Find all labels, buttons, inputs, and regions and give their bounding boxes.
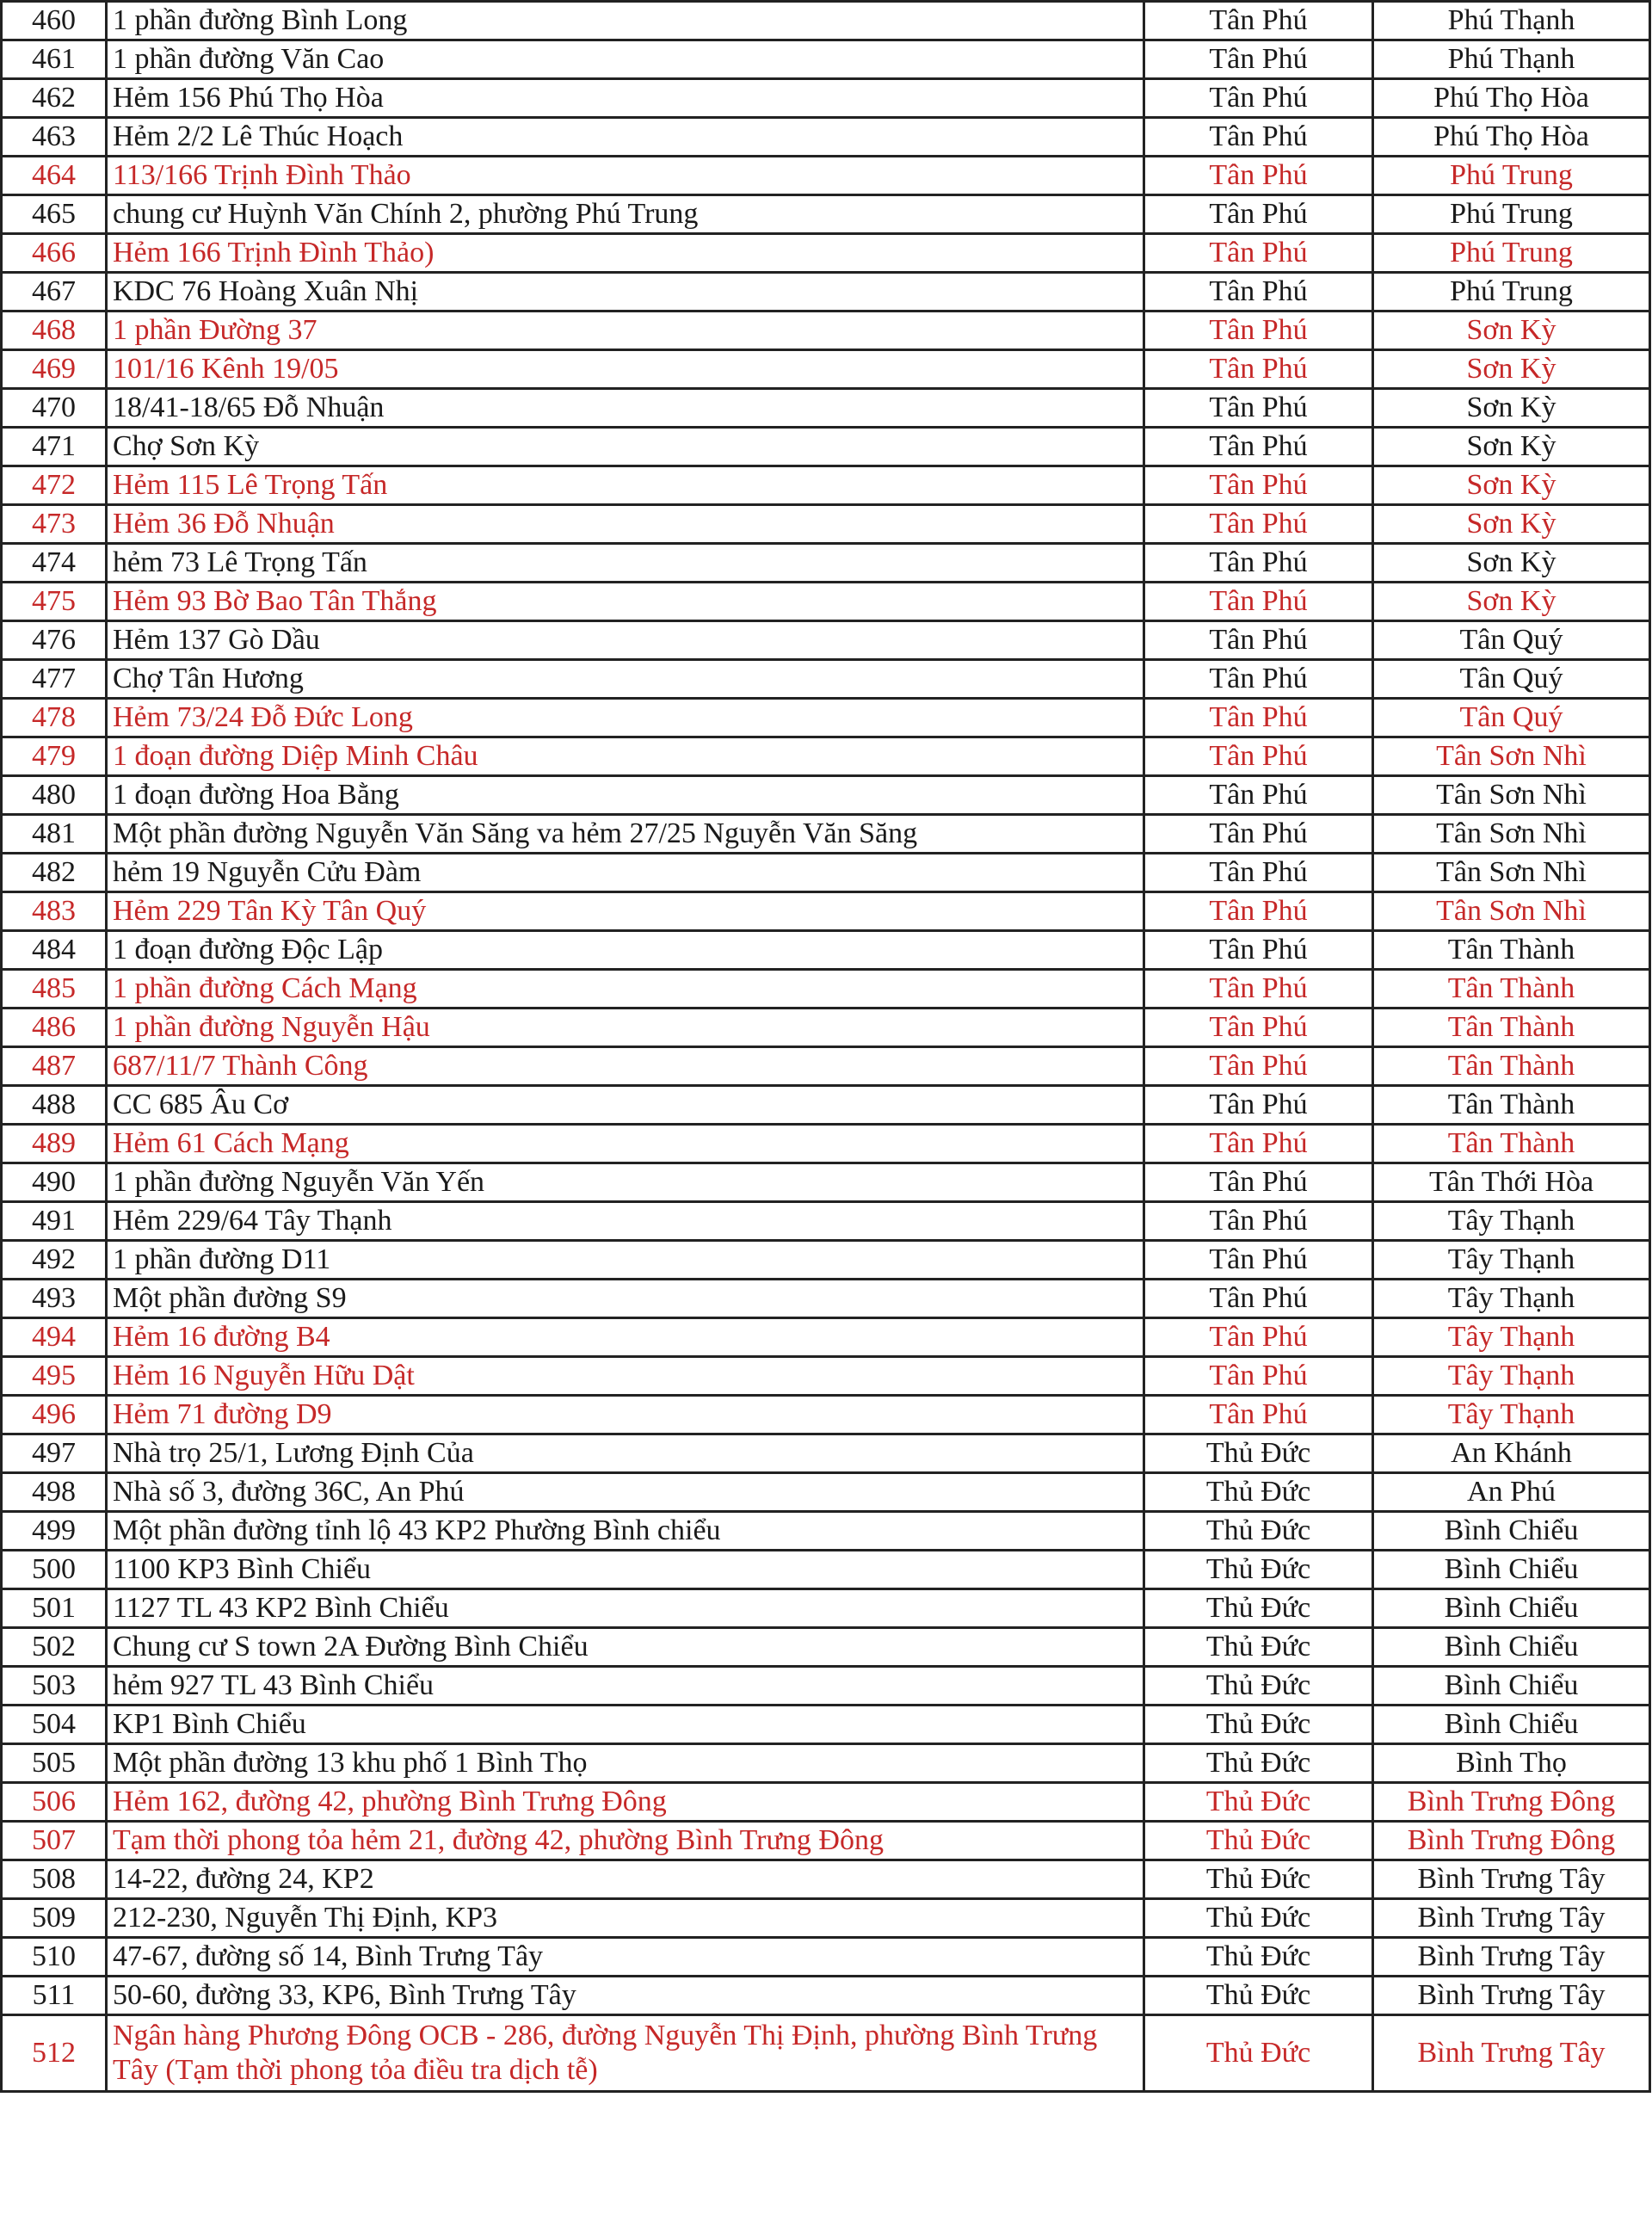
district-cell: Thủ Đức xyxy=(1144,1473,1373,1512)
district-cell: Tân Phú xyxy=(1144,1125,1373,1163)
district-cell: Tân Phú xyxy=(1144,699,1373,737)
district-cell: Tân Phú xyxy=(1144,40,1373,79)
location-cell: 47-67, đường số 14, Bình Trưng Tây xyxy=(107,1938,1144,1977)
location-cell: 1 phần đường Bình Long xyxy=(107,2,1144,40)
ward-cell: Bình Trưng Tây xyxy=(1373,1899,1650,1938)
location-cell: 18/41-18/65 Đỗ Nhuận xyxy=(107,389,1144,428)
ward-cell: Tân Thành xyxy=(1373,1125,1650,1163)
row-number-cell: 474 xyxy=(2,544,107,583)
ward-cell: Bình Trưng Đông xyxy=(1373,1783,1650,1822)
district-cell: Tân Phú xyxy=(1144,1163,1373,1202)
table-row xyxy=(2,737,1650,776)
district-cell: Tân Phú xyxy=(1144,970,1373,1009)
ward-cell: Phú Thạnh xyxy=(1373,40,1650,79)
location-cell: 14-22, đường 24, KP2 xyxy=(107,1860,1144,1899)
location-cell: chung cư Huỳnh Văn Chính 2, phường Phú Trung xyxy=(107,195,1144,234)
table-row xyxy=(2,118,1650,157)
row-number-cell: 461 xyxy=(2,40,107,79)
table-row xyxy=(2,1783,1650,1822)
row-number-cell: 490 xyxy=(2,1163,107,1202)
ward-cell: Bình Chiểu xyxy=(1373,1628,1650,1667)
table-row xyxy=(2,544,1650,583)
row-number-cell: 464 xyxy=(2,157,107,195)
row-number-cell: 463 xyxy=(2,118,107,157)
location-cell: 1100 KP3 Bình Chiểu xyxy=(107,1551,1144,1589)
row-number-cell: 482 xyxy=(2,854,107,892)
district-cell: Tân Phú xyxy=(1144,544,1373,583)
district-cell: Tân Phú xyxy=(1144,1047,1373,1086)
table-row xyxy=(2,157,1650,195)
ward-cell: Tân Thành xyxy=(1373,1047,1650,1086)
ward-cell: Phú Trung xyxy=(1373,157,1650,195)
location-cell: Hẻm 93 Bờ Bao Tân Thắng xyxy=(107,583,1144,621)
ward-cell: Bình Trưng Đông xyxy=(1373,1822,1650,1860)
table-row xyxy=(2,1899,1650,1938)
district-cell: Thủ Đức xyxy=(1144,1977,1373,2015)
location-cell: Một phần đường 13 khu phố 1 Bình Thọ xyxy=(107,1744,1144,1783)
district-cell: Tân Phú xyxy=(1144,854,1373,892)
district-cell: Tân Phú xyxy=(1144,1086,1373,1125)
district-cell: Tân Phú xyxy=(1144,505,1373,544)
table-row xyxy=(2,854,1650,892)
table-row xyxy=(2,776,1650,815)
district-cell: Tân Phú xyxy=(1144,1318,1373,1357)
table-row xyxy=(2,466,1650,505)
row-number-cell: 488 xyxy=(2,1086,107,1125)
location-cell: Hẻm 156 Phú Thọ Hòa xyxy=(107,79,1144,118)
row-number-cell: 491 xyxy=(2,1202,107,1241)
district-cell: Tân Phú xyxy=(1144,621,1373,660)
table-row xyxy=(2,1628,1650,1667)
ward-cell: Sơn Kỳ xyxy=(1373,312,1650,350)
row-number-cell: 508 xyxy=(2,1860,107,1899)
table-row xyxy=(2,1163,1650,1202)
table-row xyxy=(2,40,1650,79)
table-row xyxy=(2,234,1650,273)
district-cell: Tân Phú xyxy=(1144,273,1373,312)
table-row xyxy=(2,892,1650,931)
row-number-cell: 470 xyxy=(2,389,107,428)
district-cell: Tân Phú xyxy=(1144,1202,1373,1241)
row-number-cell: 481 xyxy=(2,815,107,854)
row-number-cell: 499 xyxy=(2,1512,107,1551)
row-number-cell: 512 xyxy=(2,2015,107,2092)
district-cell: Tân Phú xyxy=(1144,428,1373,466)
location-cell: Hẻm 16 đường B4 xyxy=(107,1318,1144,1357)
ward-cell: Sơn Kỳ xyxy=(1373,389,1650,428)
ward-cell: Tân Sơn Nhì xyxy=(1373,815,1650,854)
row-number-cell: 500 xyxy=(2,1551,107,1589)
ward-cell: An Khánh xyxy=(1373,1434,1650,1473)
location-cell: 1 phần đường D11 xyxy=(107,1241,1144,1280)
row-number-cell: 471 xyxy=(2,428,107,466)
location-cell: Hẻm 71 đường D9 xyxy=(107,1396,1144,1434)
location-cell: Nhà trọ 25/1, Lương Định Của xyxy=(107,1434,1144,1473)
location-cell: hẻm 927 TL 43 Bình Chiểu xyxy=(107,1667,1144,1706)
location-cell: Hẻm 36 Đỗ Nhuận xyxy=(107,505,1144,544)
location-cell: Hẻm 229 Tân Kỳ Tân Quý xyxy=(107,892,1144,931)
row-number-cell: 502 xyxy=(2,1628,107,1667)
ward-cell: Tây Thạnh xyxy=(1373,1357,1650,1396)
table-row xyxy=(2,931,1650,970)
row-number-cell: 495 xyxy=(2,1357,107,1396)
ward-cell: Tân Quý xyxy=(1373,699,1650,737)
row-number-cell: 497 xyxy=(2,1434,107,1473)
ward-cell: Bình Trưng Tây xyxy=(1373,2015,1650,2092)
location-cell: hẻm 19 Nguyễn Cửu Đàm xyxy=(107,854,1144,892)
district-cell: Thủ Đức xyxy=(1144,1783,1373,1822)
district-cell: Thủ Đức xyxy=(1144,1744,1373,1783)
ward-cell: Phú Thọ Hòa xyxy=(1373,79,1650,118)
ward-cell: Tân Quý xyxy=(1373,660,1650,699)
location-cell: 1127 TL 43 KP2 Bình Chiểu xyxy=(107,1589,1144,1628)
location-cell: Nhà số 3, đường 36C, An Phú xyxy=(107,1473,1144,1512)
ward-cell: Phú Trung xyxy=(1373,234,1650,273)
table-body xyxy=(2,2,1650,2092)
table-row xyxy=(2,1047,1650,1086)
row-number-cell: 506 xyxy=(2,1783,107,1822)
district-cell: Thủ Đức xyxy=(1144,1589,1373,1628)
ward-cell: Phú Thạnh xyxy=(1373,2,1650,40)
district-cell: Tân Phú xyxy=(1144,1396,1373,1434)
district-cell: Tân Phú xyxy=(1144,195,1373,234)
table-row xyxy=(2,273,1650,312)
location-cell: Hẻm 61 Cách Mạng xyxy=(107,1125,1144,1163)
district-cell: Tân Phú xyxy=(1144,157,1373,195)
row-number-cell: 487 xyxy=(2,1047,107,1086)
location-cell: Hẻm 16 Nguyễn Hữu Dật xyxy=(107,1357,1144,1396)
location-cell: Hẻm 73/24 Đỗ Đức Long xyxy=(107,699,1144,737)
row-number-cell: 484 xyxy=(2,931,107,970)
table-row xyxy=(2,1396,1650,1434)
ward-cell: Tây Thạnh xyxy=(1373,1202,1650,1241)
ward-cell: Bình Chiểu xyxy=(1373,1512,1650,1551)
table-row xyxy=(2,1473,1650,1512)
location-cell: 212-230, Nguyễn Thị Định, KP3 xyxy=(107,1899,1144,1938)
location-cell: 687/11/7 Thành Công xyxy=(107,1047,1144,1086)
location-cell: KDC 76 Hoàng Xuân Nhị xyxy=(107,273,1144,312)
row-number-cell: 496 xyxy=(2,1396,107,1434)
ward-cell: Bình Trưng Tây xyxy=(1373,1938,1650,1977)
table-row xyxy=(2,1706,1650,1744)
location-cell: Hẻm 166 Trịnh Đình Thảo) xyxy=(107,234,1144,273)
row-number-cell: 485 xyxy=(2,970,107,1009)
row-number-cell: 476 xyxy=(2,621,107,660)
row-number-cell: 501 xyxy=(2,1589,107,1628)
row-number-cell: 503 xyxy=(2,1667,107,1706)
table-row xyxy=(2,660,1650,699)
row-number-cell: 504 xyxy=(2,1706,107,1744)
row-number-cell: 479 xyxy=(2,737,107,776)
ward-cell: Sơn Kỳ xyxy=(1373,583,1650,621)
ward-cell: Bình Chiểu xyxy=(1373,1706,1650,1744)
location-cell: 1 phần đường Văn Cao xyxy=(107,40,1144,79)
row-number-cell: 493 xyxy=(2,1280,107,1318)
location-cell: Hẻm 137 Gò Dầu xyxy=(107,621,1144,660)
row-number-cell: 492 xyxy=(2,1241,107,1280)
location-cell: 1 đoạn đường Độc Lập xyxy=(107,931,1144,970)
table-row xyxy=(2,1357,1650,1396)
table-row xyxy=(2,1938,1650,1977)
ward-cell: Tân Thành xyxy=(1373,1009,1650,1047)
table-row xyxy=(2,2015,1650,2092)
location-cell: KP1 Bình Chiểu xyxy=(107,1706,1144,1744)
table-row xyxy=(2,428,1650,466)
table-row xyxy=(2,699,1650,737)
table-row xyxy=(2,1434,1650,1473)
district-cell: Thủ Đức xyxy=(1144,1628,1373,1667)
location-cell: 101/16 Kênh 19/05 xyxy=(107,350,1144,389)
district-cell: Tân Phú xyxy=(1144,389,1373,428)
table-row xyxy=(2,1318,1650,1357)
row-number-cell: 510 xyxy=(2,1938,107,1977)
ward-cell: Tân Thới Hòa xyxy=(1373,1163,1650,1202)
district-cell: Tân Phú xyxy=(1144,118,1373,157)
row-number-cell: 477 xyxy=(2,660,107,699)
row-number-cell: 469 xyxy=(2,350,107,389)
location-cell: Một phần đường S9 xyxy=(107,1280,1144,1318)
row-number-cell: 505 xyxy=(2,1744,107,1783)
ward-cell: Tân Thành xyxy=(1373,970,1650,1009)
table-row xyxy=(2,1009,1650,1047)
district-cell: Thủ Đức xyxy=(1144,1551,1373,1589)
ward-cell: Phú Trung xyxy=(1373,273,1650,312)
ward-cell: Tân Quý xyxy=(1373,621,1650,660)
ward-cell: Bình Chiểu xyxy=(1373,1551,1650,1589)
location-cell: Hẻm 2/2 Lê Thúc Hoạch xyxy=(107,118,1144,157)
table-row xyxy=(2,1744,1650,1783)
table-row xyxy=(2,1125,1650,1163)
location-cell: Hẻm 115 Lê Trọng Tấn xyxy=(107,466,1144,505)
location-cell: Một phần đường Nguyễn Văn Săng va hẻm 27/25 Nguyễn Văn Săng xyxy=(107,815,1144,854)
table-row xyxy=(2,195,1650,234)
ward-cell: Sơn Kỳ xyxy=(1373,544,1650,583)
ward-cell: Bình Thọ xyxy=(1373,1744,1650,1783)
district-cell: Tân Phú xyxy=(1144,79,1373,118)
row-number-cell: 462 xyxy=(2,79,107,118)
district-cell: Tân Phú xyxy=(1144,1357,1373,1396)
row-number-cell: 480 xyxy=(2,776,107,815)
ward-cell: Bình Chiểu xyxy=(1373,1589,1650,1628)
ward-cell: Tây Thạnh xyxy=(1373,1241,1650,1280)
ward-cell: Tân Sơn Nhì xyxy=(1373,776,1650,815)
district-cell: Tân Phú xyxy=(1144,466,1373,505)
district-cell: Tân Phú xyxy=(1144,583,1373,621)
table-row xyxy=(2,1202,1650,1241)
row-number-cell: 511 xyxy=(2,1977,107,2015)
row-number-cell: 460 xyxy=(2,2,107,40)
ward-cell: Phú Trung xyxy=(1373,195,1650,234)
location-cell: 113/166 Trịnh Đình Thảo xyxy=(107,157,1144,195)
district-cell: Tân Phú xyxy=(1144,1241,1373,1280)
district-cell: Thủ Đức xyxy=(1144,1860,1373,1899)
ward-cell: Bình Chiểu xyxy=(1373,1667,1650,1706)
table-row xyxy=(2,970,1650,1009)
district-cell: Tân Phú xyxy=(1144,660,1373,699)
row-number-cell: 472 xyxy=(2,466,107,505)
location-cell: Hẻm 162, đường 42, phường Bình Trưng Đông xyxy=(107,1783,1144,1822)
table-row xyxy=(2,1860,1650,1899)
row-number-cell: 507 xyxy=(2,1822,107,1860)
location-cell: 1 phần đường Nguyễn Văn Yến xyxy=(107,1163,1144,1202)
table-row xyxy=(2,621,1650,660)
table-row xyxy=(2,312,1650,350)
district-cell: Thủ Đức xyxy=(1144,1822,1373,1860)
row-number-cell: 494 xyxy=(2,1318,107,1357)
location-cell: 1 phần Đường 37 xyxy=(107,312,1144,350)
ward-cell: Sơn Kỳ xyxy=(1373,428,1650,466)
row-number-cell: 468 xyxy=(2,312,107,350)
ward-cell: Sơn Kỳ xyxy=(1373,505,1650,544)
table-row xyxy=(2,1086,1650,1125)
row-number-cell: 509 xyxy=(2,1899,107,1938)
table-row xyxy=(2,1822,1650,1860)
district-cell: Tân Phú xyxy=(1144,1280,1373,1318)
district-cell: Tân Phú xyxy=(1144,234,1373,273)
district-cell: Tân Phú xyxy=(1144,2,1373,40)
district-cell: Tân Phú xyxy=(1144,312,1373,350)
location-cell: 50-60, đường 33, KP6, Bình Trưng Tây xyxy=(107,1977,1144,2015)
row-number-cell: 486 xyxy=(2,1009,107,1047)
table-row xyxy=(2,1241,1650,1280)
ward-cell: Phú Thọ Hòa xyxy=(1373,118,1650,157)
table-row xyxy=(2,1667,1650,1706)
district-cell: Thủ Đức xyxy=(1144,1706,1373,1744)
district-cell: Thủ Đức xyxy=(1144,2015,1373,2092)
location-cell: Một phần đường tỉnh lộ 43 KP2 Phường Bình chiểu xyxy=(107,1512,1144,1551)
district-cell: Tân Phú xyxy=(1144,776,1373,815)
ward-cell: Bình Trưng Tây xyxy=(1373,1977,1650,2015)
location-cell: Tạm thời phong tỏa hẻm 21, đường 42, phường Bình Trưng Đông xyxy=(107,1822,1144,1860)
table-row xyxy=(2,1977,1650,2015)
table-row xyxy=(2,1512,1650,1551)
district-cell: Thủ Đức xyxy=(1144,1938,1373,1977)
district-cell: Tân Phú xyxy=(1144,350,1373,389)
row-number-cell: 475 xyxy=(2,583,107,621)
location-cell: 1 đoạn đường Hoa Bằng xyxy=(107,776,1144,815)
table-row xyxy=(2,389,1650,428)
row-number-cell: 467 xyxy=(2,273,107,312)
table-row xyxy=(2,2,1650,40)
location-cell: 1 phần đường Cách Mạng xyxy=(107,970,1144,1009)
district-cell: Thủ Đức xyxy=(1144,1667,1373,1706)
district-cell: Tân Phú xyxy=(1144,931,1373,970)
row-number-cell: 483 xyxy=(2,892,107,931)
location-cell: Hẻm 229/64 Tây Thạnh xyxy=(107,1202,1144,1241)
ward-cell: Tân Thành xyxy=(1373,931,1650,970)
ward-cell: Tân Sơn Nhì xyxy=(1373,892,1650,931)
row-number-cell: 489 xyxy=(2,1125,107,1163)
table-row xyxy=(2,1589,1650,1628)
ward-cell: Sơn Kỳ xyxy=(1373,350,1650,389)
location-cell: 1 phần đường Nguyễn Hậu xyxy=(107,1009,1144,1047)
row-number-cell: 465 xyxy=(2,195,107,234)
row-number-cell: 478 xyxy=(2,699,107,737)
location-cell: CC 685 Âu Cơ xyxy=(107,1086,1144,1125)
location-cell: hẻm 73 Lê Trọng Tấn xyxy=(107,544,1144,583)
location-cell: Ngân hàng Phương Đông OCB - 286, đường Nguyễn Thị Định, phường Bình Trưng Tây (Tạm thời phong tỏa điều tra dịch tễ) xyxy=(107,2015,1144,2092)
location-cell: 1 đoạn đường Diệp Minh Châu xyxy=(107,737,1144,776)
ward-cell: Tây Thạnh xyxy=(1373,1280,1650,1318)
table-row xyxy=(2,1280,1650,1318)
table-row xyxy=(2,815,1650,854)
location-cell: Chợ Tân Hương xyxy=(107,660,1144,699)
ward-cell: Sơn Kỳ xyxy=(1373,466,1650,505)
district-cell: Thủ Đức xyxy=(1144,1434,1373,1473)
ward-cell: Tân Sơn Nhì xyxy=(1373,737,1650,776)
district-cell: Tân Phú xyxy=(1144,815,1373,854)
district-cell: Tân Phú xyxy=(1144,737,1373,776)
location-cell: Chung cư S town 2A Đường Bình Chiểu xyxy=(107,1628,1144,1667)
ward-cell: Bình Trưng Tây xyxy=(1373,1860,1650,1899)
table-row xyxy=(2,1551,1650,1589)
district-cell: Tân Phú xyxy=(1144,1009,1373,1047)
district-cell: Tân Phú xyxy=(1144,892,1373,931)
row-number-cell: 473 xyxy=(2,505,107,544)
ward-cell: Tây Thạnh xyxy=(1373,1318,1650,1357)
ward-cell: Tân Thành xyxy=(1373,1086,1650,1125)
district-cell: Thủ Đức xyxy=(1144,1899,1373,1938)
table-row xyxy=(2,350,1650,389)
district-cell: Thủ Đức xyxy=(1144,1512,1373,1551)
row-number-cell: 498 xyxy=(2,1473,107,1512)
row-number-cell: 466 xyxy=(2,234,107,273)
ward-cell: Tân Sơn Nhì xyxy=(1373,854,1650,892)
location-cell: Chợ Sơn Kỳ xyxy=(107,428,1144,466)
table-row xyxy=(2,583,1650,621)
table-row xyxy=(2,505,1650,544)
ward-cell: Tây Thạnh xyxy=(1373,1396,1650,1434)
table-row xyxy=(2,79,1650,118)
ward-cell: An Phú xyxy=(1373,1473,1650,1512)
